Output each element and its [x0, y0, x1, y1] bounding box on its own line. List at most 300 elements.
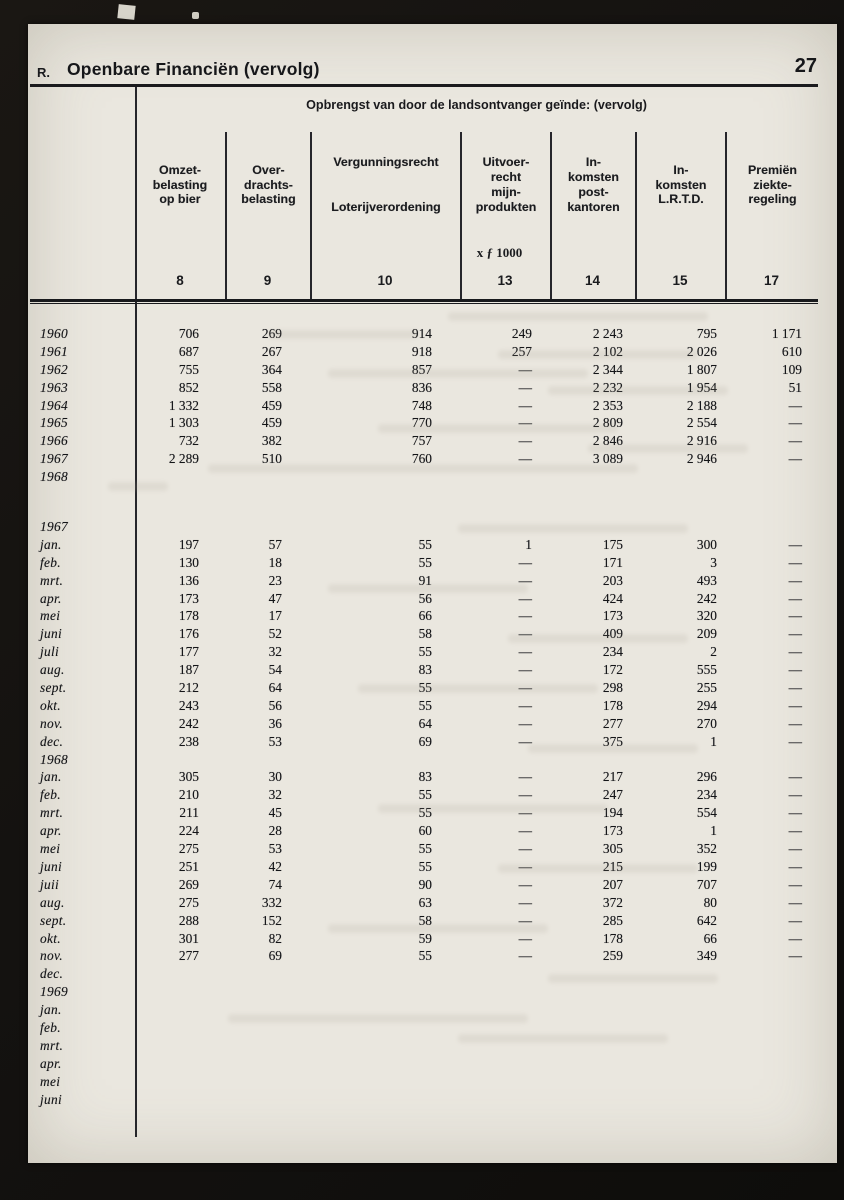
value-cell	[310, 518, 460, 536]
value-cell: 305	[178, 769, 199, 785]
value-cell: 187	[178, 662, 199, 678]
bleedthrough-artifact	[378, 424, 618, 433]
value-cell: —	[518, 415, 532, 431]
header-rule	[30, 84, 818, 87]
table-row	[28, 607, 818, 625]
value-cell: 288	[178, 912, 199, 928]
row-label: 1969	[40, 984, 68, 1000]
value-cell: 364	[261, 361, 282, 377]
value-cell: 1	[710, 823, 717, 839]
table-body	[28, 325, 818, 1108]
column-header-line: Loterijverordening	[331, 199, 441, 214]
row-label: 1964	[40, 397, 68, 413]
value-cell: —	[518, 841, 532, 857]
value-cell: 732	[178, 433, 199, 449]
value-cell	[310, 983, 460, 1001]
page-header	[28, 55, 837, 86]
value-cell: 375	[602, 733, 623, 749]
value-cell: 914	[411, 326, 432, 341]
value-cell: 706	[178, 326, 199, 341]
value-cell	[310, 1055, 460, 1073]
value-cell: 2 809	[592, 415, 623, 431]
value-cell: 194	[602, 805, 623, 821]
value-cell: 2 188	[686, 397, 717, 413]
column-header-line: Vergunningsrecht	[333, 155, 439, 170]
value-cell: 210	[178, 787, 199, 803]
value-cell: 55	[418, 858, 432, 874]
column-header-line: Over-	[252, 162, 285, 177]
value-cell: —	[788, 733, 802, 749]
value-cell: 249	[511, 326, 532, 341]
value-cell	[725, 751, 818, 769]
row-label: dec.	[40, 966, 64, 982]
value-cell: 60	[418, 823, 432, 839]
table-row	[28, 983, 818, 1001]
value-cell: 178	[178, 608, 199, 624]
row-label: 1961	[40, 343, 68, 359]
bleedthrough-artifact	[458, 524, 688, 533]
value-cell: 301	[178, 930, 199, 946]
value-cell: —	[518, 876, 532, 892]
column-header-line: mijn-	[491, 185, 521, 199]
value-cell: —	[788, 912, 802, 928]
column-header-line: L.R.T.D.	[658, 192, 704, 207]
value-cell: 270	[696, 715, 717, 731]
value-cell: 320	[696, 608, 717, 624]
value-cell	[225, 1091, 310, 1109]
value-cell	[135, 1091, 225, 1109]
column-header-line: belasting	[152, 177, 208, 192]
value-cell	[725, 518, 818, 536]
section-letter: R.	[37, 65, 50, 80]
value-cell: 176	[178, 626, 199, 642]
bleedthrough-artifact	[458, 1034, 668, 1043]
value-cell	[310, 1073, 460, 1091]
value-cell: 2 289	[168, 451, 199, 467]
value-cell: 372	[602, 894, 623, 910]
bleedthrough-artifact	[358, 684, 598, 693]
value-cell: —	[788, 590, 802, 606]
scan-artifact	[117, 4, 135, 20]
row-label: 1967	[40, 451, 68, 467]
column-header-line: In-	[585, 155, 602, 170]
value-cell: —	[788, 715, 802, 731]
page	[28, 24, 837, 1163]
value-cell	[635, 1073, 725, 1091]
value-cell: 55	[418, 787, 432, 803]
row-label: aug.	[40, 894, 65, 910]
value-cell	[550, 1091, 635, 1109]
value-cell: 748	[411, 397, 432, 413]
value-cell: —	[788, 769, 802, 785]
value-cell: 178	[602, 697, 623, 713]
value-cell: 211	[179, 805, 199, 821]
value-cell: 294	[696, 697, 717, 713]
row-label: 1968	[40, 469, 68, 485]
bleedthrough-artifact	[508, 634, 688, 643]
table-row	[28, 397, 818, 415]
value-cell: 53	[268, 841, 282, 857]
value-cell: 55	[418, 554, 432, 570]
value-cell	[310, 1037, 460, 1055]
row-label: 1960	[40, 326, 68, 341]
column-number: 17	[763, 273, 780, 288]
table-row	[28, 786, 818, 804]
value-cell: 267	[261, 343, 282, 359]
value-cell: 69	[268, 948, 282, 964]
bleedthrough-artifact	[498, 350, 698, 359]
value-cell: 83	[418, 662, 432, 678]
value-cell: 2 916	[686, 433, 717, 449]
value-cell: —	[518, 590, 532, 606]
value-cell	[225, 751, 310, 769]
value-cell: 269	[178, 876, 199, 892]
value-cell: —	[788, 662, 802, 678]
value-cell: 74	[268, 876, 282, 892]
value-cell: 47	[268, 590, 282, 606]
value-cell: —	[518, 733, 532, 749]
column-header-line: komsten	[568, 170, 619, 185]
value-cell: 23	[268, 572, 282, 588]
column-header-line: drachts-	[244, 177, 293, 192]
value-cell: 55	[418, 948, 432, 964]
value-cell: 80	[703, 894, 717, 910]
table-row	[28, 733, 818, 751]
table-row	[28, 554, 818, 572]
value-cell: 1 303	[168, 415, 199, 431]
value-cell: 18	[268, 554, 282, 570]
row-label: 1965	[40, 415, 68, 431]
bleedthrough-artifact	[378, 804, 608, 813]
row-label: mrt.	[40, 572, 64, 588]
value-cell: —	[788, 572, 802, 588]
value-cell: 257	[511, 343, 532, 359]
value-cell: —	[518, 858, 532, 874]
value-cell: 275	[178, 894, 199, 910]
value-cell: 217	[602, 769, 623, 785]
value-cell: 554	[696, 805, 717, 821]
row-label: aug.	[40, 662, 65, 678]
value-cell: —	[788, 644, 802, 660]
value-cell: 296	[696, 769, 717, 785]
value-cell: 173	[602, 608, 623, 624]
row-label: sept.	[40, 680, 67, 696]
value-cell: 136	[178, 572, 199, 588]
value-cell: 55	[418, 644, 432, 660]
value-cell	[310, 751, 460, 769]
value-cell	[460, 983, 550, 1001]
value-cell: —	[788, 397, 802, 413]
row-label: 1966	[40, 433, 68, 449]
value-cell: 1 332	[168, 397, 199, 413]
column-header-line	[331, 170, 440, 185]
value-cell: 64	[268, 680, 282, 696]
value-cell: 757	[411, 433, 432, 449]
value-cell: 66	[703, 930, 717, 946]
scan-artifact	[192, 12, 199, 19]
value-cell	[460, 965, 550, 983]
value-cell: —	[518, 554, 532, 570]
bleedthrough-artifact	[548, 974, 718, 983]
column-number: 14	[584, 273, 601, 288]
value-cell: 209	[696, 626, 717, 642]
value-cell: 177	[178, 644, 199, 660]
value-cell: 171	[602, 554, 623, 570]
value-cell: —	[518, 361, 532, 377]
value-cell: 69	[418, 733, 432, 749]
page-title: Openbare Financiën (vervolg)	[67, 59, 320, 79]
value-cell: 215	[602, 858, 623, 874]
value-cell: —	[788, 841, 802, 857]
row-label: apr.	[40, 590, 62, 606]
value-cell: 305	[602, 841, 623, 857]
value-cell: 83	[418, 769, 432, 785]
value-cell	[550, 1055, 635, 1073]
value-cell: 459	[261, 415, 282, 431]
value-cell: —	[518, 697, 532, 713]
value-cell: 30	[268, 769, 282, 785]
value-cell	[310, 965, 460, 983]
value-cell	[310, 1091, 460, 1109]
value-cell: 45	[268, 805, 282, 821]
value-cell: 109	[781, 361, 802, 377]
bleedthrough-artifact	[448, 312, 708, 321]
value-cell: 642	[696, 912, 717, 928]
value-cell: —	[518, 626, 532, 642]
value-cell: 28	[268, 823, 282, 839]
column-number: 9	[263, 273, 272, 288]
value-cell: 42	[268, 858, 282, 874]
value-cell: 82	[268, 930, 282, 946]
value-cell	[225, 1055, 310, 1073]
table-row	[28, 1091, 818, 1109]
bleedthrough-artifact	[228, 1014, 528, 1023]
column-numbers	[135, 273, 818, 288]
value-cell	[225, 965, 310, 983]
value-cell	[725, 1019, 818, 1037]
value-cell: —	[518, 715, 532, 731]
column-header-line: recht	[490, 170, 522, 185]
column-number: 13	[497, 273, 513, 288]
value-cell: 2 232	[592, 379, 623, 395]
value-cell: —	[788, 805, 802, 821]
row-label: jan.	[40, 769, 62, 785]
value-cell: —	[788, 858, 802, 874]
value-cell: 91	[418, 572, 432, 588]
value-cell: 852	[178, 379, 199, 395]
value-cell: 90	[418, 876, 432, 892]
value-cell: 255	[696, 680, 717, 696]
value-cell: —	[518, 805, 532, 821]
row-label: feb.	[40, 1019, 61, 1035]
value-cell: 130	[178, 554, 199, 570]
value-cell: 760	[411, 451, 432, 467]
value-cell	[725, 1091, 818, 1109]
value-cell: 243	[178, 697, 199, 713]
value-cell: 707	[696, 876, 717, 892]
value-cell	[135, 751, 225, 769]
value-cell	[135, 1037, 225, 1055]
value-cell: 687	[178, 343, 199, 359]
column-header-line: Premiën	[748, 162, 797, 177]
row-label: mei	[40, 608, 61, 624]
value-cell: 224	[178, 823, 199, 839]
value-cell: 66	[418, 608, 432, 624]
value-cell: 173	[178, 590, 199, 606]
row-label: mrt.	[40, 1037, 64, 1053]
row-label: feb.	[40, 787, 61, 803]
row-label: 1967	[40, 519, 68, 535]
value-cell: 178	[602, 930, 623, 946]
row-label: sept.	[40, 912, 67, 928]
value-cell	[725, 468, 818, 486]
table-row	[28, 1037, 818, 1055]
value-cell: 918	[411, 343, 432, 359]
value-cell: 2 026	[686, 343, 717, 359]
value-cell: 55	[418, 536, 432, 552]
value-cell: 17	[268, 608, 282, 624]
value-cell	[550, 1001, 635, 1019]
value-cell	[635, 1091, 725, 1109]
value-cell: 3 089	[592, 451, 623, 467]
table-title: Opbrengst van door de landsontvanger geïnde: (vervolg)	[306, 98, 647, 112]
value-cell: 242	[696, 590, 717, 606]
value-cell: 836	[411, 379, 432, 395]
row-label: mei	[40, 1073, 61, 1089]
value-cell	[135, 983, 225, 1001]
value-cell	[635, 468, 725, 486]
value-cell: —	[518, 912, 532, 928]
value-cell	[225, 1073, 310, 1091]
column-header-line: Uitvoer-	[482, 155, 530, 170]
column-header-line: op bier	[159, 192, 201, 207]
column-header-line: belasting	[241, 192, 296, 207]
value-cell: —	[788, 626, 802, 642]
value-cell: 247	[602, 787, 623, 803]
value-cell	[225, 983, 310, 1001]
value-cell: 1	[525, 536, 532, 552]
value-cell	[635, 1055, 725, 1073]
row-label: juni	[40, 858, 63, 874]
value-cell: 36	[268, 715, 282, 731]
value-cell: 234	[696, 787, 717, 803]
value-cell	[225, 1037, 310, 1055]
value-cell: 2 243	[592, 326, 623, 341]
value-cell: 1 807	[686, 361, 717, 377]
value-cell	[460, 751, 550, 769]
row-label: 1962	[40, 361, 68, 377]
value-cell: 32	[268, 787, 282, 803]
bleedthrough-artifact	[208, 464, 638, 473]
table-row	[28, 625, 818, 643]
value-cell: —	[788, 433, 802, 449]
value-cell: —	[518, 930, 532, 946]
table-row	[28, 947, 818, 965]
value-cell	[460, 1091, 550, 1109]
value-cell: 3	[710, 554, 717, 570]
value-cell	[135, 518, 225, 536]
value-cell: —	[518, 608, 532, 624]
value-cell: 212	[178, 680, 199, 696]
value-cell	[460, 1073, 550, 1091]
value-cell: 349	[696, 948, 717, 964]
value-cell	[550, 751, 635, 769]
value-cell	[725, 1073, 818, 1091]
value-cell: —	[518, 433, 532, 449]
column-header-line: komsten	[655, 177, 707, 192]
value-cell: 55	[418, 841, 432, 857]
unit-label	[158, 244, 841, 262]
value-cell: 259	[602, 948, 623, 964]
value-cell: 770	[411, 415, 432, 431]
value-cell: 242	[178, 715, 199, 731]
value-cell: 175	[602, 536, 623, 552]
value-cell: 409	[602, 626, 623, 642]
value-cell: 298	[602, 680, 623, 696]
value-cell: —	[518, 572, 532, 588]
bleedthrough-artifact	[328, 369, 588, 378]
value-cell: —	[788, 787, 802, 803]
table-row	[28, 536, 818, 554]
column-header-line: kantoren	[567, 199, 620, 214]
value-cell: 2	[710, 644, 717, 660]
value-cell: —	[788, 680, 802, 696]
table-row	[28, 751, 818, 769]
value-cell: —	[518, 823, 532, 839]
table-row	[28, 661, 818, 679]
bleedthrough-artifact	[588, 444, 748, 453]
column-header-line: Omzet-	[158, 162, 201, 177]
value-cell: 52	[268, 626, 282, 642]
value-cell: —	[788, 948, 802, 964]
table-row	[28, 518, 818, 536]
column-number: 10	[377, 273, 393, 288]
value-cell: —	[518, 680, 532, 696]
table-row	[28, 343, 818, 361]
value-cell: 332	[261, 894, 282, 910]
value-cell: 57	[268, 536, 282, 552]
value-cell	[725, 1055, 818, 1073]
row-label: nov.	[40, 715, 63, 731]
row-label: dec.	[40, 733, 64, 749]
row-label: mrt.	[40, 805, 64, 821]
value-cell: 1 954	[686, 379, 717, 395]
table-row	[28, 643, 818, 661]
value-cell	[725, 965, 818, 983]
row-label: okt.	[40, 697, 61, 713]
value-cell: 64	[418, 715, 432, 731]
value-cell	[635, 1001, 725, 1019]
value-cell: —	[788, 451, 802, 467]
table-row	[28, 768, 818, 786]
value-cell: 63	[418, 894, 432, 910]
value-cell: 610	[781, 343, 802, 359]
value-cell: 251	[178, 858, 199, 874]
value-cell: —	[788, 894, 802, 910]
bleedthrough-artifact	[108, 482, 168, 491]
value-cell: 277	[178, 948, 199, 964]
value-cell: 207	[602, 876, 623, 892]
value-cell: 51	[788, 379, 802, 395]
bleedthrough-artifact	[528, 744, 698, 753]
bleedthrough-artifact	[328, 924, 548, 933]
value-cell: —	[518, 894, 532, 910]
value-cell: —	[788, 876, 802, 892]
value-cell: 197	[178, 536, 199, 552]
value-cell: —	[788, 554, 802, 570]
column-header-line: ziekte-	[753, 177, 792, 192]
table-row	[28, 894, 818, 912]
